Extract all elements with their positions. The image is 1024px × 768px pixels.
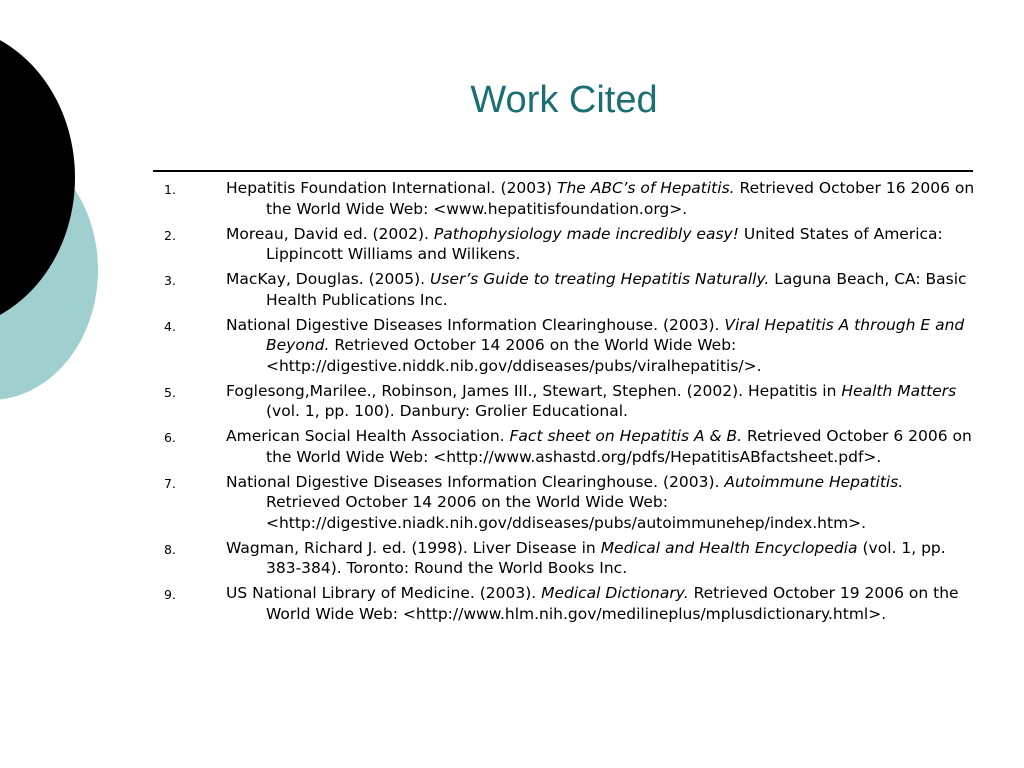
reference-text: American Social Health Association.: [226, 427, 510, 445]
reference-item: [160, 426, 980, 467]
reference-text: United States of America: Lippincott Williams and Wilikens.: [266, 224, 943, 263]
reference-number: 7.: [164, 475, 176, 491]
reference-number: 1.: [164, 182, 176, 197]
reference-text: Hepatitis Foundation International. (2003): [226, 179, 557, 197]
reference-text: Wagman, Richard J. ed. (1998). Liver Disease in: [226, 538, 601, 557]
reference-item: [160, 583, 980, 624]
reference-number: 6.: [164, 430, 176, 445]
reference-text: Laguna Beach, CA: Basic Health Publications Inc.: [266, 270, 967, 309]
reference-text: National Digestive Diseases Information Clearinghouse. (2003).: [226, 315, 725, 334]
reference-title: Medical and Health Encyclopedia: [600, 538, 858, 557]
reference-text: Retrieved October 19 2006 on the World Wide Web: <http://www.hlm.nih.gov/medilineplus/mplusdictionary.html>.: [266, 584, 959, 623]
reference-text: Retrieved October 16 2006 on the World Wide Web: <www.hepatitisfoundation.org>.: [266, 179, 975, 218]
reference-number: 8.: [164, 541, 176, 557]
reference-text: (vol. 1, pp. 100). Danbury: Grolier Educational.: [266, 402, 628, 420]
reference-text: Retrieved October 14 2006 on the World Wide Web: <http://digestive.niddk.nib.gov/ddiseases/pubs/viralhepatitis/>.: [266, 336, 762, 375]
reference-text: (vol. 1, pp. 383-384). Toronto: Round the World Books Inc.: [266, 538, 946, 577]
reference-text: Foglesong,Marilee., Robinson, James III., Stewart, Stephen. (2002). Hepatitis in: [226, 381, 842, 400]
reference-title: Pathophysiology made incredibly easy!: [433, 224, 739, 243]
reference-title: Viral Hepatitis A through E and Beyond.: [266, 315, 965, 354]
reference-text: Moreau, David ed. (2002).: [226, 224, 434, 243]
reference-item: [160, 224, 980, 265]
reference-item: [160, 315, 980, 377]
reference-text: MacKay, Douglas. (2005).: [226, 270, 431, 288]
reference-text: Retrieved October 6 2006 on the World Wide Web: <http://www.ashastd.org/pdfs/HepatitisABfactsheet.pdf>.: [266, 427, 972, 466]
reference-item: [160, 538, 980, 579]
reference-text: US National Library of Medicine. (2003).: [226, 584, 542, 602]
reference-list: [160, 178, 980, 629]
reference-item: [160, 178, 980, 219]
reference-item: [160, 381, 980, 422]
reference-title: Autoimmune Hepatitis.: [724, 472, 904, 491]
slide-title: Work Cited: [470, 79, 658, 121]
reference-title: Medical Dictionary.: [541, 584, 689, 602]
reference-number: 9.: [164, 587, 176, 602]
reference-title: User’s Guide to treating Hepatitis Naturally.: [430, 270, 770, 288]
reference-number: 5.: [164, 384, 176, 400]
reference-text: Retrieved October 14 2006 on the World Wide Web: <http://digestive.niadk.nih.gov/ddiseases/pubs/autoimmunehep/index.htm>.: [266, 493, 867, 532]
reference-number: 2.: [164, 227, 176, 243]
reference-item: [160, 472, 980, 534]
reference-title: Fact sheet on Hepatitis A & B.: [509, 427, 743, 445]
reference-text: National Digestive Diseases Information Clearinghouse. (2003).: [226, 472, 725, 491]
title-divider: [153, 170, 973, 172]
reference-number: 4.: [164, 318, 176, 334]
reference-title: Health Matters: [841, 381, 957, 400]
reference-number: 3.: [164, 273, 176, 288]
reference-item: [160, 269, 980, 310]
reference-title: The ABC’s of Hepatitis.: [557, 179, 735, 197]
